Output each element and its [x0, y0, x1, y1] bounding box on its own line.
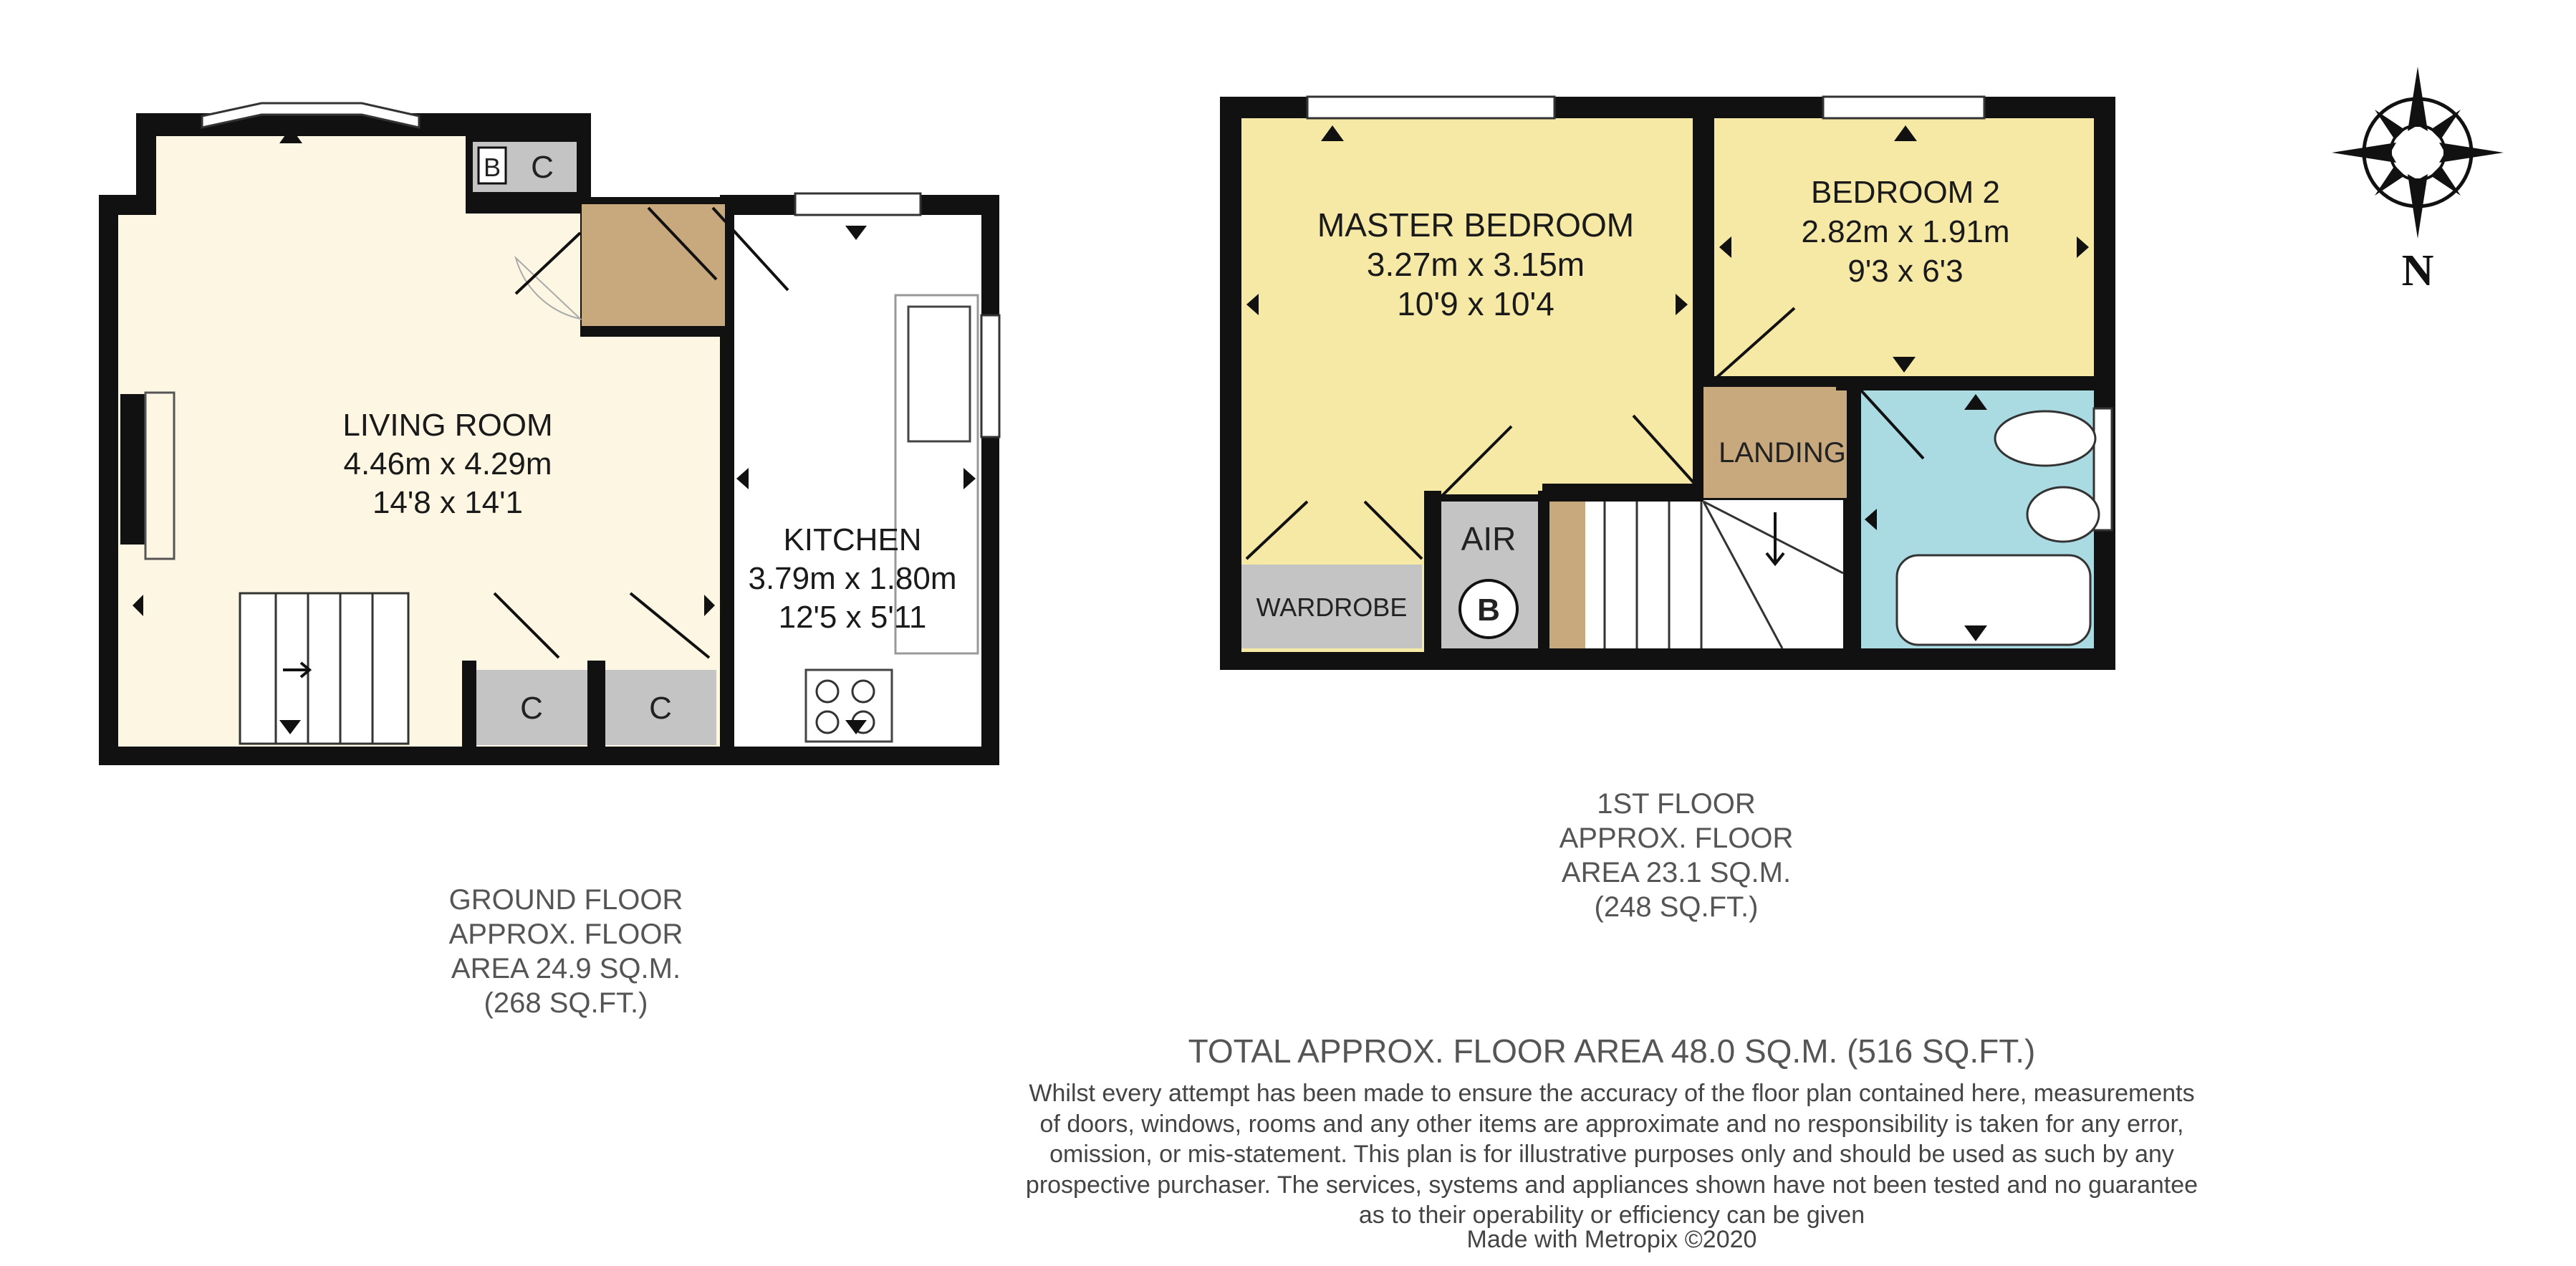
disclaimer-line: omission, or mis-statement. This plan is for illustrative purposes only and should be used as such by any — [1049, 1141, 2174, 1168]
caption-line: (268 SQ.FT.) — [484, 987, 648, 1019]
basin — [2027, 487, 2099, 542]
wardrobe-label: WARDROBE — [1256, 593, 1408, 622]
fireplace-hearth — [145, 393, 174, 559]
master-bedroom-floor — [1424, 430, 1542, 494]
internal-wall — [1693, 115, 1714, 383]
ground-floor-stairs — [240, 593, 408, 744]
master-bedroom-window — [1307, 97, 1554, 118]
cupboard-label: C — [531, 150, 554, 185]
metropix-credit: Made with Metropix ©2020 — [1466, 1226, 1757, 1253]
toilet — [1995, 411, 2095, 466]
wall-stub — [587, 661, 605, 747]
disclaimer-line: of doors, windows, rooms and any other items are approximate and no responsibility is taken for any error, — [1039, 1110, 2184, 1138]
cupboard-label: C — [520, 691, 543, 726]
caption-line: 1ST FLOOR — [1597, 788, 1756, 820]
kitchen-name: KITCHEN — [783, 522, 922, 557]
internal-wall — [1542, 491, 1703, 502]
kitchen-sink — [908, 307, 970, 441]
caption-line: GROUND FLOOR — [448, 884, 683, 916]
internal-wall — [1424, 491, 1441, 652]
fireplace — [120, 394, 145, 545]
first-floor-stairs — [1549, 500, 1843, 648]
caption-line: APPROX. FLOOR — [1559, 823, 1794, 854]
master-bedroom-metric: 3.27m x 3.15m — [1366, 246, 1585, 283]
bedroom-2-imperial: 9'3 x 6'3 — [1847, 254, 1964, 289]
first-floor-caption — [1497, 787, 1855, 924]
caption-line: (248 SQ.FT.) — [1594, 891, 1759, 923]
stair-landing-brown — [1549, 500, 1585, 648]
boiler-label: B — [483, 153, 501, 182]
caption-line: AREA 24.9 SQ.M. — [451, 953, 681, 984]
caption-line: AREA 23.1 SQ.M. — [1561, 857, 1792, 888]
kitchen-imperial: 12'5 x 5'11 — [778, 600, 927, 635]
bath — [1897, 555, 2090, 645]
boiler-label: B — [1477, 593, 1500, 628]
first-floor-plan — [1220, 97, 2115, 670]
kitchen-window — [795, 193, 921, 215]
air-label: AIR — [1461, 520, 1517, 557]
kitchen-hob — [806, 670, 892, 742]
master-bedroom-name: MASTER BEDROOM — [1317, 206, 1635, 244]
living-room-imperial: 14'8 x 14'1 — [372, 485, 524, 520]
internal-wall — [1847, 387, 1861, 652]
caption-line: APPROX. FLOOR — [448, 919, 683, 950]
bedroom-2-metric: 2.82m x 1.91m — [1801, 214, 2010, 249]
cupboard-label: C — [649, 691, 672, 726]
disclaimer-line: Whilst every attempt has been made to ensure the accuracy of the floor plan contained here, measurements — [1029, 1080, 2195, 1107]
ground-floor-plan — [99, 103, 999, 765]
internal-wall — [1836, 376, 2094, 390]
living-room-name: LIVING ROOM — [342, 408, 553, 443]
ground-floor-caption — [387, 883, 745, 1020]
disclaimer-line: prospective purchaser. The services, systems and appliances shown have not been tested and no guarantee — [1025, 1171, 2198, 1199]
master-bedroom-imperial: 10'9 x 10'4 — [1397, 285, 1554, 322]
disclaimer-line: as to their operability or efficiency can be given — [1358, 1202, 1865, 1229]
internal-wall — [1538, 491, 1549, 652]
total-floor-area: TOTAL APPROX. FLOOR AREA 48.0 SQ.M. (516 SQ.FT.) — [1188, 1032, 2036, 1070]
kitchen-side-window — [981, 315, 999, 437]
north-label: N — [2401, 246, 2434, 295]
living-room-metric: 4.46m x 4.29m — [343, 446, 552, 481]
bedroom-2-name: BEDROOM 2 — [1810, 175, 2001, 210]
internal-wall — [720, 315, 734, 747]
compass-rose-icon — [2332, 67, 2504, 295]
bedroom-2-window — [1823, 97, 1984, 118]
landing-label: LANDING — [1719, 437, 1846, 469]
wall-stub — [462, 661, 476, 747]
disclaimer — [931, 1078, 2292, 1231]
kitchen-metric: 3.79m x 1.80m — [748, 561, 957, 596]
